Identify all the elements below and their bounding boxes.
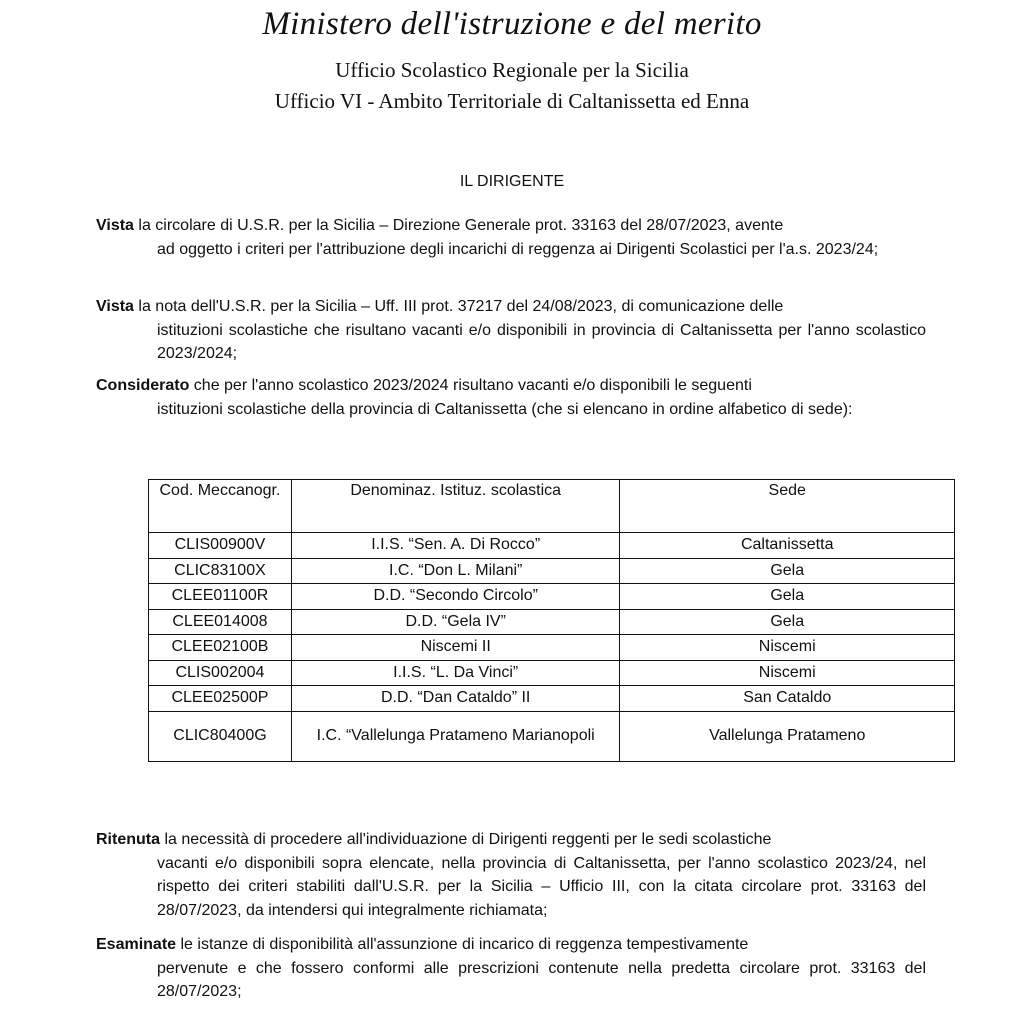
schools-table — [148, 479, 955, 762]
cell-seat: San Cataldo — [620, 686, 955, 712]
table-row — [149, 584, 955, 610]
regional-office: Ufficio Scolastico Regionale per la Sicilia — [335, 58, 689, 82]
table-row — [149, 558, 955, 584]
territorial-office: Ufficio VI - Ambito Territoriale di Caltanissetta ed Enna — [274, 89, 750, 113]
table-row — [149, 609, 955, 635]
cell-school: D.D. “Secondo Circolo” — [291, 584, 620, 610]
paragraph-text: la necessità di procedere all'individuazione di Dirigenti reggenti per le sedi scolastiche — [160, 831, 772, 848]
paragraph-text: la circolare di U.S.R. per la Sicilia – Direzione Generale prot. 33163 del 28/07/2023, avente — [133, 217, 784, 234]
cell-seat: Niscemi — [620, 635, 955, 661]
table-row — [149, 711, 955, 761]
cell-code: CLIC83100X — [149, 558, 292, 584]
cell-school: I.I.S. “L. Da Vinci” — [291, 660, 620, 686]
paragraph-text: la nota dell'U.S.R. per la Sicilia – Uff. III prot. 37217 del 24/08/2023, di comunicazione delle — [133, 298, 784, 315]
header-sede: Sede — [620, 480, 955, 533]
table-row — [149, 660, 955, 686]
table-row — [149, 686, 955, 712]
table-row — [149, 533, 955, 559]
paragraph-continuation: ad oggetto i criteri per l'attribuzione degli incarichi di reggenza ai Dirigenti Scolastici per l'a.s. 2023/24; — [157, 240, 879, 258]
cell-code: CLEE014008 — [149, 609, 292, 635]
cell-seat: Caltanissetta — [620, 533, 955, 559]
cell-school: Niscemi II — [291, 635, 620, 661]
paragraph-continuation: istituzioni scolastiche della provincia di Caltanissetta (che si elencano in ordine alfabetico di sede): — [157, 400, 853, 418]
table-header-row — [149, 480, 955, 533]
paragraph-continuation: pervenute e che fossero conformi alle prescrizioni contenute nella predetta circolare prot. 33163 del 28/07/2023; — [157, 959, 926, 1000]
cell-code: CLEE02500P — [149, 686, 292, 712]
cell-code: CLIC80400G — [149, 711, 292, 761]
cell-school: D.D. “Gela IV” — [291, 609, 620, 635]
paragraph-text: le istanze di disponibilità all'assunzione di incarico di reggenza tempestivamente — [176, 936, 749, 953]
paragraph-ritenuta — [96, 828, 926, 922]
paragraph-keyword: Vista — [96, 217, 134, 234]
header-denominazione: Denominaz. Istituz. scolastica — [291, 480, 620, 533]
paragraph-vista-circolare — [96, 214, 926, 261]
cell-code: CLEE01100R — [149, 584, 292, 610]
cell-code: CLEE02100B — [149, 635, 292, 661]
paragraph-keyword: Esaminate — [96, 936, 177, 953]
paragraph-considerato — [96, 374, 926, 421]
cell-seat: Niscemi — [620, 660, 955, 686]
paragraph-vista-nota — [96, 295, 926, 366]
paragraph-keyword: Considerato — [96, 377, 190, 394]
cell-school: I.C. “Vallelunga Pratameno Marianopoli — [291, 711, 620, 761]
header-cod-meccanogr: Cod. Meccanogr. — [149, 480, 292, 533]
document-title: IL DIRIGENTE — [459, 173, 565, 190]
paragraph-text: che per l'anno scolastico 2023/2024 risultano vacanti e/o disponibili le seguenti — [189, 377, 752, 394]
cell-seat: Vallelunga Pratameno — [620, 711, 955, 761]
paragraph-esaminate — [96, 933, 926, 1004]
cell-seat: Gela — [620, 584, 955, 610]
paragraph-keyword: Ritenuta — [96, 831, 160, 848]
paragraph-continuation: istituzioni scolastiche che risultano vacanti e/o disponibili in provincia di Caltanissetta per l'anno scolastico 2023/2024; — [157, 321, 926, 362]
cell-code: CLIS002004 — [149, 660, 292, 686]
paragraph-continuation: vacanti e/o disponibili sopra elencate, nella provincia di Caltanissetta, per l'anno scolastico 2023/24, nel rispetto dei criteri stabiliti dall'U.S.R. per la Sicilia – Ufficio III, con la citata circolare prot. 33163 del 28/07/2023, da intendersi qui integralmente richiamata; — [157, 854, 926, 919]
cell-seat: Gela — [620, 558, 955, 584]
cell-code: CLIS00900V — [149, 533, 292, 559]
cell-school: I.I.S. “Sen. A. Di Rocco” — [291, 533, 620, 559]
table-row — [149, 635, 955, 661]
cell-school: I.C. “Don L. Milani” — [291, 558, 620, 584]
paragraph-keyword: Vista — [96, 298, 134, 315]
cell-school: D.D. “Dan Cataldo” II — [291, 686, 620, 712]
cell-seat: Gela — [620, 609, 955, 635]
ministry-name: Ministero dell'istruzione e del merito — [262, 6, 762, 42]
